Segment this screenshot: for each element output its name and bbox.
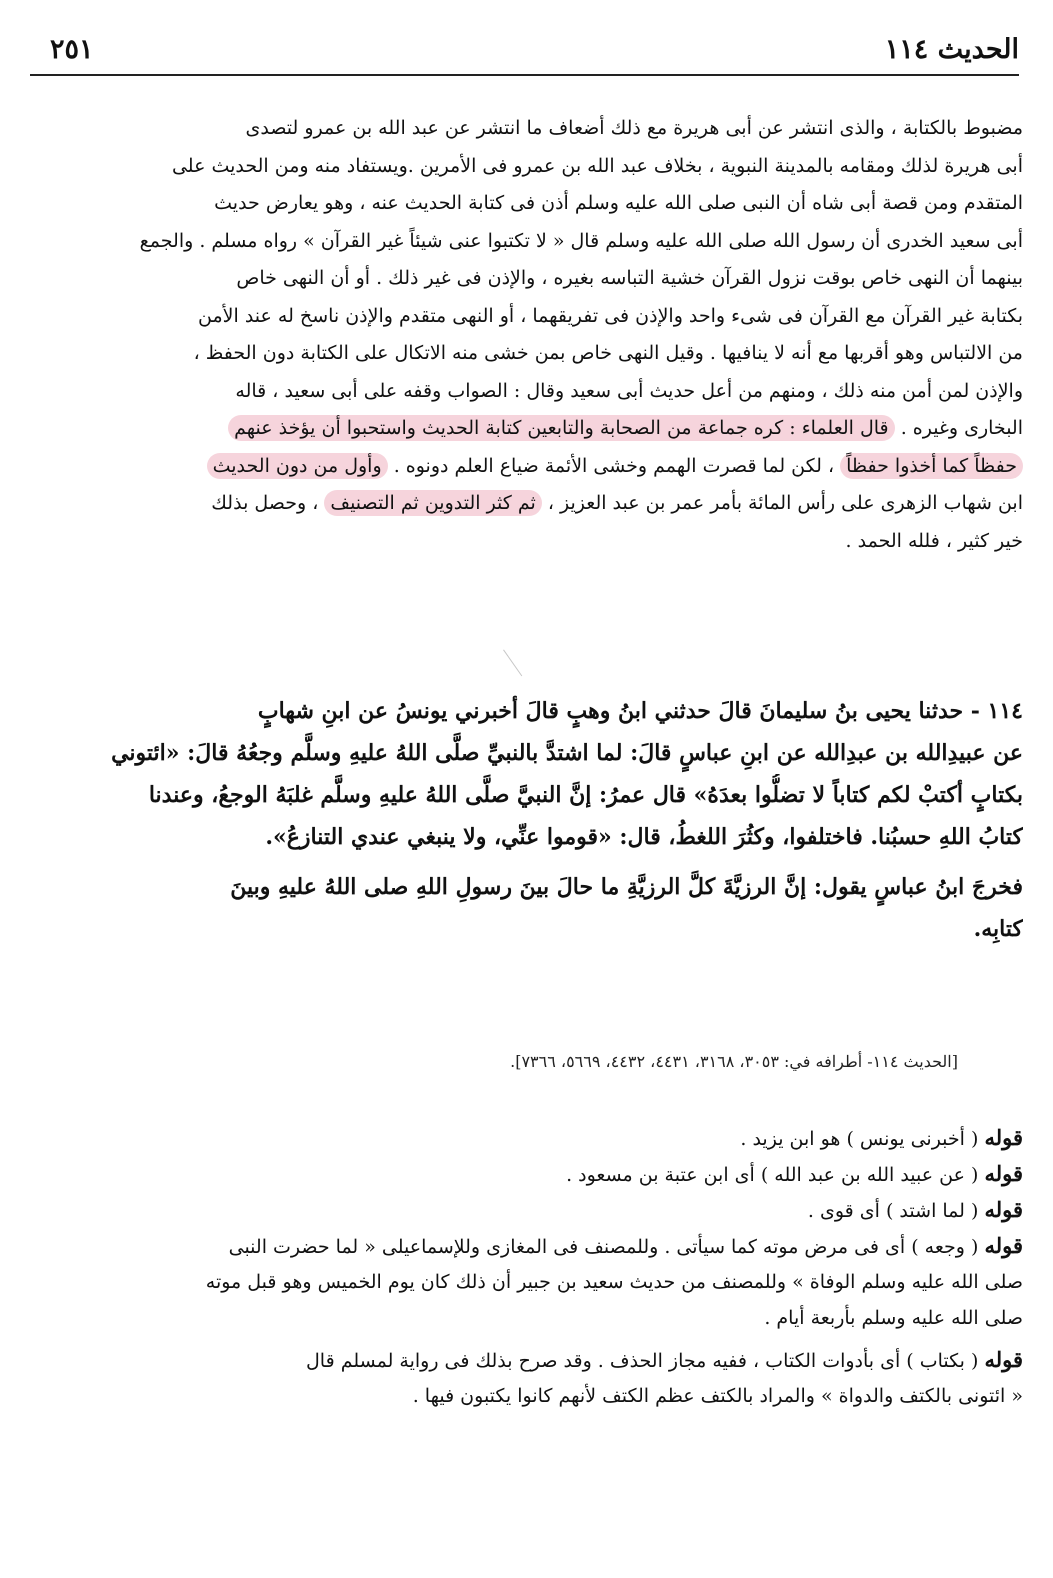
commentary-line: أبى هريرة لذلك ومقامه بالمدينة النبوية ، بخلاف عبد الله بن عمرو فى الأمرين .ويستفاد منه ومن الحديث على (171, 154, 1023, 177)
commentary-line: البخارى وغيره . قال العلماء : كره جماعة من الصحابة والتابعين كتابة الحديث واستحبوا أن يؤخذ عنهم (20, 410, 1023, 448)
note-label: قوله (984, 1197, 1023, 1222)
commentary-line: خير كثير ، فلله الحمد . (845, 529, 1023, 552)
highlighted-passage: حفظاً كما أخذوا حفظاً (840, 453, 1023, 479)
commentary-line: حفظاً كما أخذوا حفظاً ، لكن لما قصرت الهمم وخشى الأئمة ضياع العلم دونوه . وأول من دون الحديث (20, 448, 1023, 486)
note-line: قوله ( عن عبيد الله بن عبد الله ) أى ابن عتبة بن مسعود . (566, 1161, 1023, 1186)
note-label: قوله (984, 1125, 1023, 1150)
hadith-line: عن عبيدِالله بن عبدِالله عن ابنِ عباسٍ قالَ: لما اشتدَّ بالنبيِّ صلَّى اللهُ عليهِ وسلَّم وجعُهُ قالَ: «ائتوني (111, 740, 1023, 766)
scan-mark (503, 636, 542, 677)
commentary-line: من الالتباس وهو أقربها مع أنه لا ينافيها . وقيل النهى خاص بمن خشى منه الاتكال على الكتابة دون الحفظ ، (193, 342, 1023, 364)
commentary-line: المتقدم ومن قصة أبى شاه أن النبى صلى الله عليه وسلم أذن فى كتابة الحديث عنه ، وهو يعارض حديث (214, 192, 1023, 214)
running-title: الحديث ١١٤ (884, 34, 1019, 65)
page-header (30, 28, 1019, 76)
hadith-text (20, 690, 1023, 950)
highlighted-passage: ثم كثر التدوين ثم التصنيف (324, 490, 541, 516)
hadith-cross-references: [الحديث ١١٤- أطرافه في: ٣٠٥٣، ٣١٦٨، ٤٤٣١، ٤٤٣٢، ٥٦٦٩، ٧٣٦٦]. (510, 1052, 958, 1071)
commentary-line: بكتابة غير القرآن مع القرآن فى شىء واحد والإذن فى تفريقهما ، أو النهى متقدم والإذن ناسخ له عند الأمن (198, 304, 1023, 327)
note-label: قوله (984, 1161, 1023, 1186)
highlighted-passage: وأول من دون الحديث (207, 453, 388, 479)
notes-section (20, 1120, 1023, 1414)
note-label: قوله (984, 1233, 1023, 1258)
note-label: قوله (984, 1347, 1023, 1372)
note-line: صلى الله عليه وسلم الوفاة » وللمصنف من حديث سعيد بن جبير أن ذلك كان يوم الخميس وهو قبل موته (205, 1271, 1023, 1293)
note-line: « ائتونى بالكتف والدواة » والمراد بالكتف عظم الكتف لأنهم كانوا يكتبون فيها . (412, 1385, 1023, 1407)
note-line: قوله ( وجعه ) أى فى مرض موته كما سيأتى . وللمصنف فى المغازى وللإسماعيلى « لما حضرت النبى (228, 1233, 1023, 1258)
commentary-line: مضبوط بالكتابة ، والذى انتشر عن أبى هريرة مع ذلك أضعاف ما انتشر عن عبد الله بن عمرو لتصدى (245, 117, 1023, 139)
hadith-line: كتابِه. (973, 916, 1023, 942)
highlighted-passage: قال العلماء : كره جماعة من الصحابة والتابعين كتابة الحديث واستحبوا أن يؤخذ عنهم (228, 415, 895, 441)
hadith-line: كتابُ اللهِ حسبُنا. فاختلفوا، وكثُرَ اللغطُ، قال: «قوموا عنِّي، ولا ينبغي عندي التنازعُ». (265, 824, 1023, 850)
hadith-line: بكتابٍ أكتبْ لكم كتاباً لا تضلُّوا بعدَهُ» قال عمرُ: إنَّ النبيَّ صلَّى اللهُ عليهِ وسلَّم غلبَهُ الوجعُ، وعندنا (148, 782, 1023, 808)
note-line: صلى الله عليه وسلم بأربعة أيام . (764, 1307, 1023, 1329)
note-line: قوله ( لما اشتد ) أى قوى . (807, 1197, 1023, 1222)
note-line: قوله ( بكتاب ) أى بأدوات الكتاب ، ففيه مجاز الحذف . وقد صرح بذلك فى رواية لمسلم قال (305, 1347, 1023, 1372)
commentary-line: أبى سعيد الخدرى أن رسول الله صلى الله عليه وسلم قال « لا تكتبوا عنى شيئاً غير القرآن » رواه مسلم . والجمع (139, 229, 1023, 252)
commentary-section (20, 110, 1023, 560)
hadith-line: فخرجَ ابنُ عباسٍ يقول: إنَّ الرزيَّةَ كلَّ الرزيَّةِ ما حالَ بينَ رسولِ اللهِ صلى اللهُ عليهِ وبينَ (230, 874, 1023, 900)
commentary-line: بينهما أن النهى خاص بوقت نزول القرآن خشية التباسه بغيره ، والإذن فى غير ذلك . أو أن النهى خاص (236, 267, 1023, 289)
page-number: ٢٥١ (50, 34, 94, 65)
commentary-line: والإذن لمن أمن منه ذلك ، ومنهم من أعل حديث أبى سعيد وقال : الصواب وقفه على أبى سعيد ، قاله (235, 379, 1023, 402)
hadith-line: ١١٤ - حدثنا يحيى بنُ سليمانَ قالَ حدثني ابنُ وهبٍ قالَ أخبرني يونسُ عن ابنِ شهابٍ (257, 698, 1023, 724)
note-line: قوله ( أخبرنى يونس ) هو ابن يزيد . (740, 1125, 1023, 1150)
commentary-line: ابن شهاب الزهرى على رأس المائة بأمر عمر بن عبد العزيز ، ثم كثر التدوين ثم التصنيف ، وحصل بذلك (211, 492, 1023, 514)
